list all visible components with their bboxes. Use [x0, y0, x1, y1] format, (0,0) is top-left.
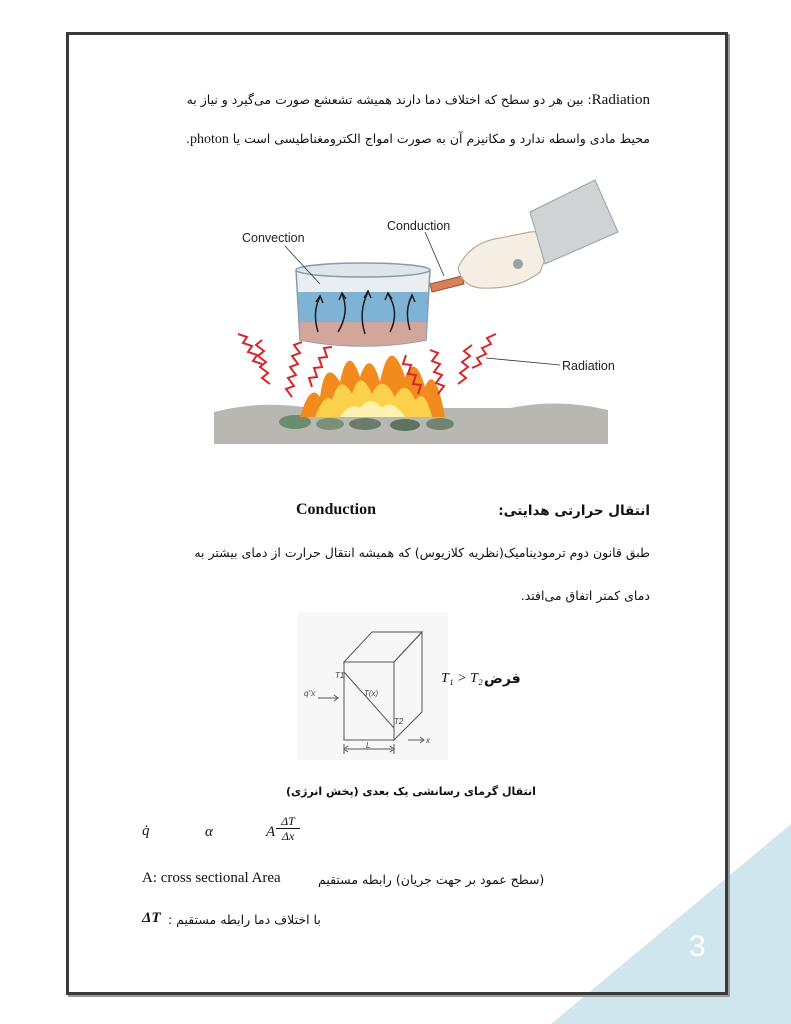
conduction-para-1: طبق قانون دوم ترمودینامیک(نظریه کلازیوس) که همیشه انتقال حرارت از دمای بیشتر به: [194, 545, 650, 560]
delta-t-term: ΔT: [142, 910, 161, 926]
alpha-symbol: α: [205, 824, 213, 840]
photon-term: photon: [189, 132, 229, 147]
fraction-numerator: ΔT: [276, 814, 300, 829]
delta-t-description: با اختلاف دما رابطه مستقیم :: [168, 912, 321, 927]
area-definition: A: cross sectional Area: [142, 870, 281, 886]
figure-caption: انتقال گرمای رسانشی یک بعدی (پخش انرژی): [286, 785, 536, 798]
qdot-symbol: q̇: [142, 823, 150, 839]
conduction-heading-en: Conduction: [296, 501, 377, 518]
slab-diagram: [298, 612, 448, 760]
area-symbol: A: [266, 824, 276, 840]
radiation-text-2: محیط مادی واسطه ندارد و مکانیزم آن به صورت امواج الکترومغناطیسی است یا: [228, 131, 650, 146]
area-description: (سطح عمود بر جهت جریان) رابطه مستقیم: [318, 872, 545, 887]
radiation-label: Radiation: [562, 359, 615, 373]
length-label: L: [366, 741, 371, 750]
radiation-line-2: محیط مادی واسطه ندارد و مکانیزم آن به صورت امواج الکترومغناطیسی است یا photon.: [185, 131, 650, 147]
conduction-para-2: دمای کمتر اتفاق می‌افتد.: [520, 588, 650, 603]
heat-transfer-illustration: [200, 172, 620, 444]
pot-icon: [296, 263, 464, 346]
flux-label: q"x: [304, 689, 316, 698]
assumption-formula: T₁ > T₂: [441, 671, 483, 686]
t2-label: T2: [394, 717, 404, 726]
conduction-heading-fa: انتقال حرارتی هدایتی:: [498, 503, 650, 519]
t1-label: T1: [335, 671, 345, 680]
x-axis-label: x: [426, 736, 430, 745]
assumption-label: فرض: [484, 671, 521, 687]
fraction-denominator: Δx: [281, 829, 295, 843]
gradient-fraction: [276, 814, 300, 843]
radiation-text-1: : بین هر دو سطح که اختلاف دما دارند همیشه تشعشع صورت می‌گیرد و نیاز به: [186, 92, 592, 107]
tx-label: T(x): [364, 689, 379, 698]
hand-icon: [458, 180, 618, 288]
page-number: 3: [689, 930, 706, 963]
radiation-line-1: [187, 92, 650, 109]
radiation-term: Radiation: [591, 92, 650, 108]
convection-label: Convection: [242, 231, 305, 245]
conduction-label: Conduction: [387, 219, 451, 233]
